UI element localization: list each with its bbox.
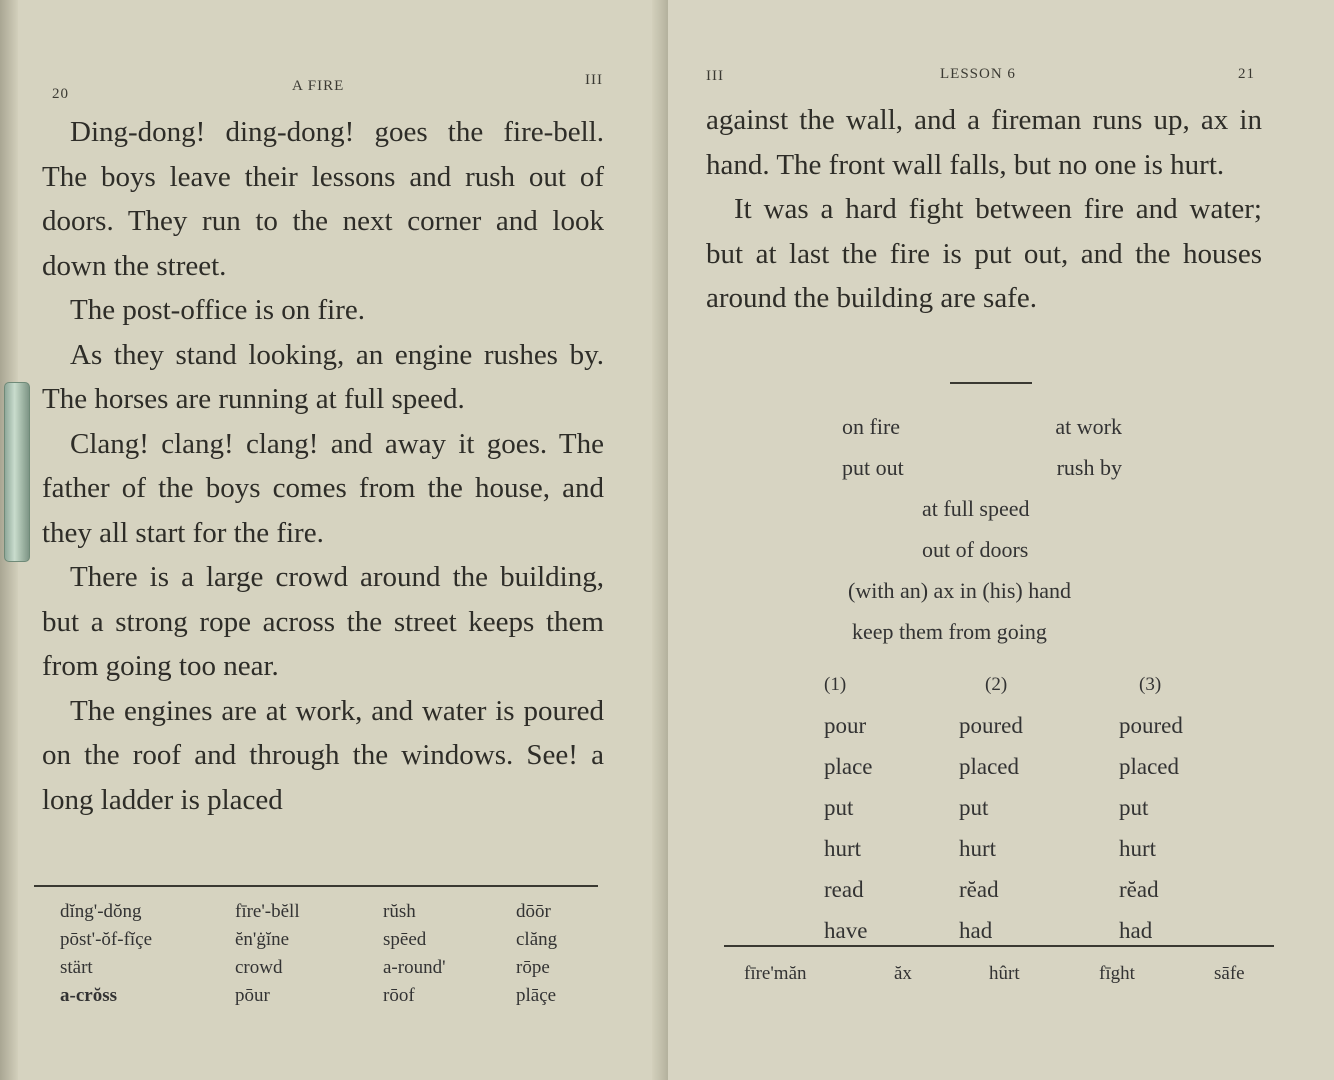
phrase: keep them from going [852,619,1047,644]
phrase: at full speed [922,496,1030,521]
verb-cell: poured [1119,713,1183,738]
verb-cell: placed [959,754,1020,779]
phrase-list [842,406,1182,652]
page-number: 21 [1238,66,1255,82]
running-title: A FIRE [292,78,345,94]
pronunciation-word: ăx [894,963,912,984]
pronunciation-table [744,960,1274,988]
pronunciation-word: a-round' [383,957,446,978]
pronunciation-word: ĕn'ġĭne [235,929,290,950]
verb-cell: hurt [1119,836,1157,861]
phrase: put out [842,455,904,480]
verb-cell: hurt [824,836,862,861]
pronunciation-word: pōur [235,985,270,1006]
paragraph: The engines are at work, and water is poured on the roof and through the windows. See! a long ladder is placed [42,694,604,816]
verb-cell: read [824,877,864,902]
lesson-text [706,98,1262,321]
phrase-row [842,447,1182,488]
verb-cell: had [1119,918,1153,943]
footnote-rule [34,885,598,887]
verb-cell: have [824,918,868,943]
column-header: (3) [1139,674,1162,695]
phrase-row [842,406,1182,447]
paragraph: Ding-dong! ding-dong! goes the fire-bell. The boys leave their lessons and rush out of doors. They run to the next corner and look down the street. [42,116,604,282]
verb-cell: rĕad [1119,877,1159,902]
paragraph: Clang! clang! clang! and away it goes. The father of the boys comes from the house, and they all start for the fire. [42,427,604,549]
verb-cell: poured [959,713,1023,738]
paragraph: There is a large crowd around the building, but a strong rope across the street keeps them from going too near. [42,561,604,682]
pronunciation-word: pōst'-ŏf-fĭçe [60,929,153,950]
footnote-rule [724,945,1274,947]
verb-cell: put [959,795,989,820]
right-page [668,0,1334,1080]
verb-cell: pour [824,713,867,738]
page-clip [4,382,30,562]
pronunciation-word: fīre'-bĕll [235,901,300,922]
verb-cell: placed [1119,754,1180,779]
column-header: (2) [985,674,1008,695]
pronunciation-word: crowd [235,957,283,978]
pronunciation-word: fīght [1099,963,1135,984]
lesson-text [42,110,604,822]
part-number: III [706,68,724,84]
phrase: out of doors [922,537,1029,562]
part-number: III [585,72,603,88]
phrase: rush by [1056,455,1122,480]
pronunciation-word: spēed [383,929,427,950]
pronunciation-word: dĭng'-dŏng [60,901,142,922]
pronunciation-word: plāçe [516,985,557,1006]
pronunciation-word: rŭsh [383,901,416,922]
phrase: (with an) ax in (his) hand [848,578,1071,603]
verb-cell: had [959,918,993,943]
verb-cell: hurt [959,836,997,861]
pronunciation-table [60,898,596,1010]
verb-cell: rĕad [959,877,999,902]
pronunciation-word: rōof [383,985,415,1006]
paragraph: As they stand looking, an engine rushes by. The horses are running at full speed. [42,338,604,415]
verb-forms-table [824,664,1259,951]
pronunciation-word: sāfe [1214,963,1245,984]
pronunciation-word: hûrt [989,963,1020,984]
column-header: (1) [824,674,847,695]
verb-cell: place [824,754,873,779]
paragraph: It was a hard fight between fire and water; but at last the fire is put out, and the houses around the building are safe. [706,193,1262,314]
pronunciation-word: stärt [60,957,93,978]
page-number: 20 [52,86,69,102]
phrase: at work [1055,414,1122,439]
pronunciation-word: a-crŏss [60,985,117,1006]
left-page [0,0,664,1080]
pronunciation-word: dōōr [516,901,551,922]
phrase: on fire [842,414,901,439]
pronunciation-word: fīre'măn [744,963,807,984]
paragraph: against the wall, and a fireman runs up, ax in hand. The front wall falls, but no one is hurt. [706,104,1262,181]
verb-cell: put [824,795,854,820]
running-title: LESSON 6 [940,66,1016,82]
section-rule [950,382,1032,384]
verb-cell: put [1119,795,1149,820]
paragraph: The post-office is on fire. [70,294,366,326]
pronunciation-word: rōpe [516,957,550,978]
pronunciation-word: clăng [516,929,558,950]
